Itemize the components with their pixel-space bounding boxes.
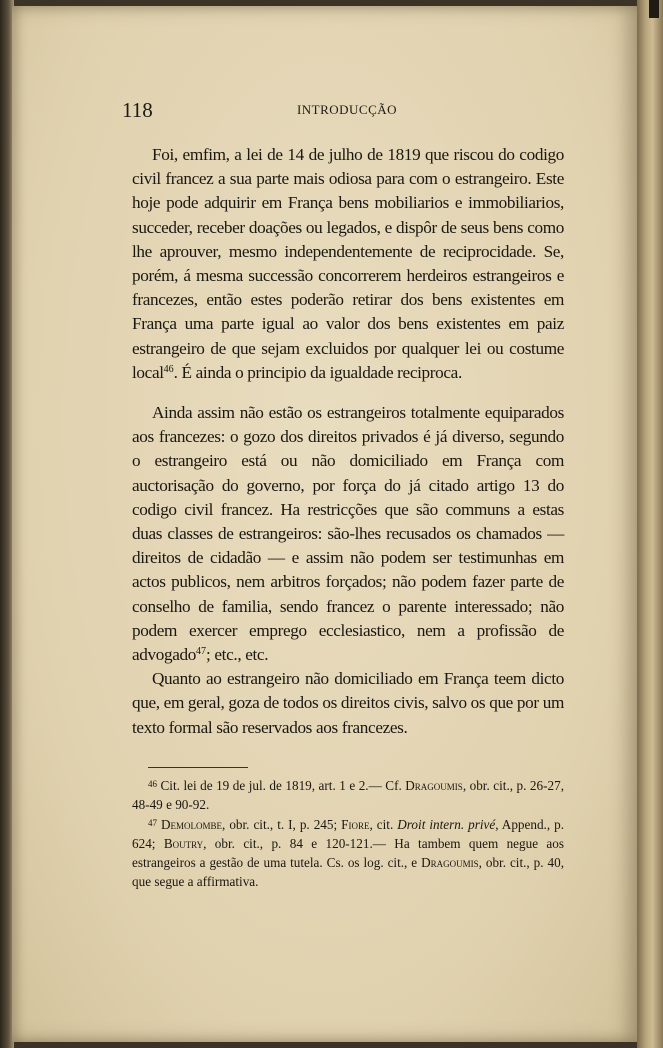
paragraph-1-text: Foi, emfim, a lei de 14 de julho de 1819 que riscou do codigo civil francez a sua parte mais odiosa para com o estrangeiro. Este hoje pode adquirir em França bens mobiliarios e immobiliarios, succeder, receber doações ou legados, e dispôr de seus bens como lhe aprouver, mesmo independentemente de reciprocidade. Se, porém, á mesma successão concorrerem herdeiros estrangeiros e francezes, então estes poderão retirar dos bens existentes em França uma parte igual ao valor dos bens existentes em paiz estrangeiro de que sejam excluidos por qualquer lei ou costume local [132,145,564,382]
footnote-47-author-1: Demolombe [161,817,223,832]
paragraph-3: Quanto ao estrangeiro não domiciliado em França teem dicto que, em geral, goza de todos os direitos civis, salvo os que por um texto formal são reservados aos francezes. [132,669,564,737]
book-right-gutter [637,0,663,1048]
body-text [132,143,564,740]
paragraph-2 [132,401,564,667]
footnote-47-text-e: , obr. cit., p. 40, que segue a affirmativa. [132,855,564,889]
footnote-47 [132,814,564,891]
paragraph-1 [132,143,564,385]
footnote-47-text-d: , obr. cit., p. 84 e 120-121.— Ha tambem quem negue aos estrangeiros a gestão de uma tutela. Cs. os log. cit., e [132,836,565,870]
footnote-ref-46: 46 [163,363,174,375]
footnote-47-author-2: Fiore [341,817,370,832]
paragraph-2-tail: ; etc., etc. [206,645,269,665]
footnote-47-work-title: Droit intern. privé [397,817,496,832]
footnote-46-text: Cit. lei de 19 de jul. de 1819, art. 1 e 2.— Cf. [160,778,406,793]
footnote-46-author: Dragoumis [405,778,463,793]
footnote-46-number: 46 [148,779,157,789]
page-number: 118 [122,98,153,122]
paragraph-1-tail: . É ainda o principio da igualdade reciproca. [173,362,462,382]
footnote-47-author-4: Dragoumis [421,855,479,870]
page-header [122,98,572,128]
footnote-46 [132,775,564,814]
footnote-ref-47: 47 [196,646,207,658]
footnote-47-author-3: Boutry [163,836,204,851]
footnote-47-number: 47 [148,818,157,828]
footnote-47-text-a: , obr. cit., t. I, p. 245; [222,817,342,832]
footnotes [132,775,564,891]
paragraph-2-text: Ainda assim não estão os estrangeiros totalmente equiparados aos francezes: o gozo dos direitos privados é já diverso, segundo o estrangeiro está ou não domiciliado em França com auctorisação do governo, por força do já citado artigo 13 do codigo civil francez. Ha restricções que são communs a estas duas classes de estrangeiros: são-lhes recusados os chamados — direitos de cidadão — e assim não podem ser testimunhas em actos publicos, nem arbitros forçados; não podem fazer parte de conselho de familia, sendo francez o parente interessado; não podem exercer emprego ecclesiastico, nem a profissão de advogado [132,403,564,665]
footnote-divider [148,767,248,768]
footnote-47-text-b: , cit. [369,817,398,832]
running-title: INTRODUCÇÃO [296,102,398,117]
footnote-47-text-c: , Append., p. 624; [132,817,565,851]
page-marker-tab [649,0,659,18]
footnote-46-text-end: , obr. cit., p. 26-27, 48-49 e 90-92. [132,778,564,812]
